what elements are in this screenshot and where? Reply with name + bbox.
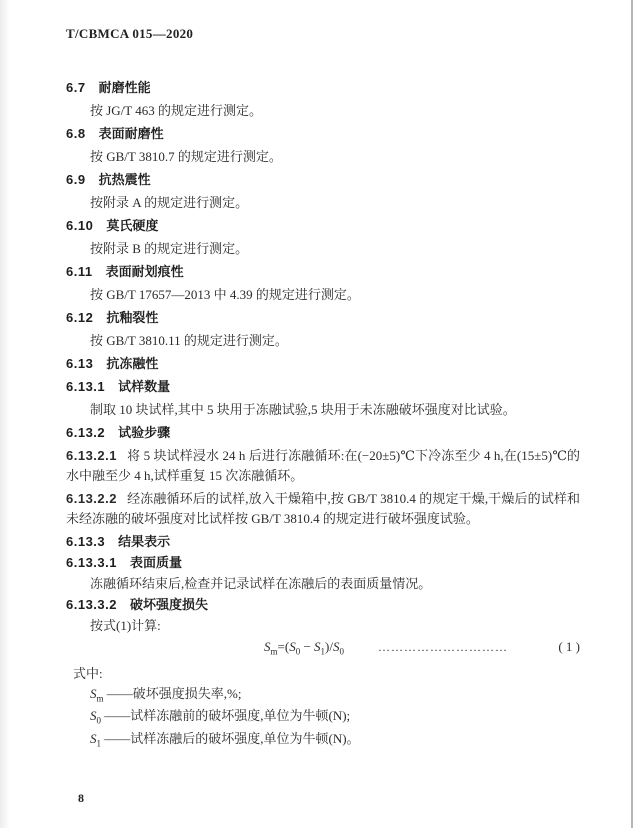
scan-right-edge: [631, 0, 633, 828]
clause-number: 6.13.3.1: [66, 555, 117, 570]
clause-number: 6.11: [66, 264, 93, 279]
clause-number: 6.7: [66, 80, 86, 95]
document-content: [66, 78, 580, 752]
clause-title: 表面耐划痕性: [105, 264, 184, 279]
clause-number: 6.12: [66, 310, 94, 325]
formula-number: ( 1 ): [558, 639, 580, 654]
formula-subscript: 1: [320, 646, 326, 657]
clause-title: 抗热震性: [98, 172, 151, 187]
formula-var: S: [332, 639, 340, 654]
clause-number: 6.13.2.2: [66, 491, 117, 506]
clause-title: 试样数量: [118, 379, 171, 394]
clause-paragraph-6-13-2-1: [66, 446, 580, 486]
symbol: S: [90, 685, 97, 701]
page-number: 8: [78, 791, 84, 805]
clause-number: 6.13: [66, 356, 94, 371]
formula-var: S: [289, 639, 296, 654]
clause-title: 表面质量: [130, 555, 183, 570]
symbol-definition-s0: [66, 707, 580, 730]
section-heading-6-9: [66, 170, 580, 190]
paragraph: 按附录 A 的规定进行测定。: [90, 195, 249, 210]
symbol-description: ——试样冻融后的破坏强度,单位为牛顿(N)。: [101, 730, 360, 746]
where-label: 式中:: [73, 665, 103, 681]
symbol-description: ——破坏强度损失率,%;: [103, 685, 242, 701]
formula-subscript: m: [270, 646, 278, 657]
running-header: T/CBMCA 015—2020: [66, 26, 194, 41]
symbol-subscript: 0: [96, 715, 101, 726]
clause-number: 6.10: [66, 218, 94, 233]
paragraph: 按 GB/T 17657—2013 中 4.39 的规定进行测定。: [90, 287, 360, 302]
symbol-subscript: m: [96, 693, 104, 704]
section-heading-6-13-3-2: [66, 595, 580, 614]
clause-title: 破坏强度损失: [130, 597, 209, 612]
symbol: S: [90, 730, 97, 746]
symbol-description: ——试样冻融前的破坏强度,单位为牛顿(N);: [101, 708, 351, 724]
clause-title: 结果表示: [118, 534, 171, 549]
clause-title: 表面耐磨性: [98, 126, 164, 141]
formula-subscript: 0: [295, 646, 301, 657]
section-heading-6-8: [66, 124, 580, 144]
paragraph: 制取 10 块试样,其中 5 块用于冻融试验,5 块用于未冻融破坏强度对比试验。: [90, 402, 516, 417]
formula-subscript: 0: [339, 646, 344, 657]
formula-operator: −: [300, 639, 315, 654]
symbol-definition-s1: [66, 730, 580, 753]
formula-var: S: [314, 639, 321, 654]
clause-number: 6.13.2: [66, 425, 106, 440]
section-heading-6-11: [66, 262, 580, 282]
formula-expression: [264, 637, 344, 662]
section-heading-6-7: [66, 78, 580, 98]
paragraph: 按附录 B 的规定进行测定。: [90, 241, 249, 256]
clause-number: 6.13.1: [66, 379, 106, 394]
symbol: S: [90, 708, 97, 724]
formula: [66, 637, 580, 662]
formula-operator: )/: [325, 639, 333, 654]
section-heading-6-12: [66, 308, 580, 328]
section-heading-6-13-2: [66, 423, 580, 443]
clause-text: 经冻融循环后的试样,放入干燥箱中,按 GB/T 3810.4 的规定干燥,干燥后的试样和未经冻融的破坏强度对比试样按 GB/T 3810.4 的规定进行破坏强度试验。: [66, 491, 580, 526]
symbol-subscript: 1: [96, 738, 101, 749]
section-heading-6-13-1: [66, 377, 580, 397]
clause-title: 抗釉裂性: [106, 310, 159, 325]
section-heading-6-13-3: [66, 532, 580, 551]
symbol-definition-sm: [66, 685, 580, 708]
clause-title: 耐磨性能: [98, 80, 151, 95]
formula-leader-dots: …………………………: [377, 640, 508, 654]
paragraph: 按 GB/T 3810.11 的规定进行测定。: [90, 333, 288, 348]
clause-number: 6.13.3: [66, 534, 106, 549]
formula-intro: 按式(1)计算:: [90, 618, 161, 633]
section-heading-6-10: [66, 216, 580, 236]
clause-number: 6.8: [66, 126, 86, 141]
clause-title: 莫氏硬度: [106, 218, 159, 233]
clause-title: 试验步骤: [118, 425, 171, 440]
clause-number: 6.13.2.1: [66, 448, 117, 463]
formula-var: S: [264, 639, 271, 654]
clause-text: 将 5 块试样浸水 24 h 后进行冻融循环:在(−20±5)℃下冷冻至少 4 h,在(15±5)℃的水中融至少 4 h,试样重复 15 次冻融循环。: [66, 448, 580, 483]
scan-left-edge: [0, 0, 10, 828]
paragraph: 按 JG/T 463 的规定进行测定。: [90, 103, 263, 118]
paragraph: 按 GB/T 3810.7 的规定进行测定。: [90, 149, 282, 164]
paragraph: 冻融循环结束后,检查并记录试样在冻融后的表面质量情况。: [90, 576, 432, 591]
clause-number: 6.9: [66, 172, 86, 187]
clause-number: 6.13.3.2: [66, 597, 117, 612]
section-heading-6-13: [66, 354, 580, 374]
clause-title: 抗冻融性: [106, 356, 159, 371]
section-heading-6-13-3-1: [66, 553, 580, 572]
formula-operator: =(: [277, 639, 290, 654]
clause-paragraph-6-13-2-2: [66, 489, 580, 529]
